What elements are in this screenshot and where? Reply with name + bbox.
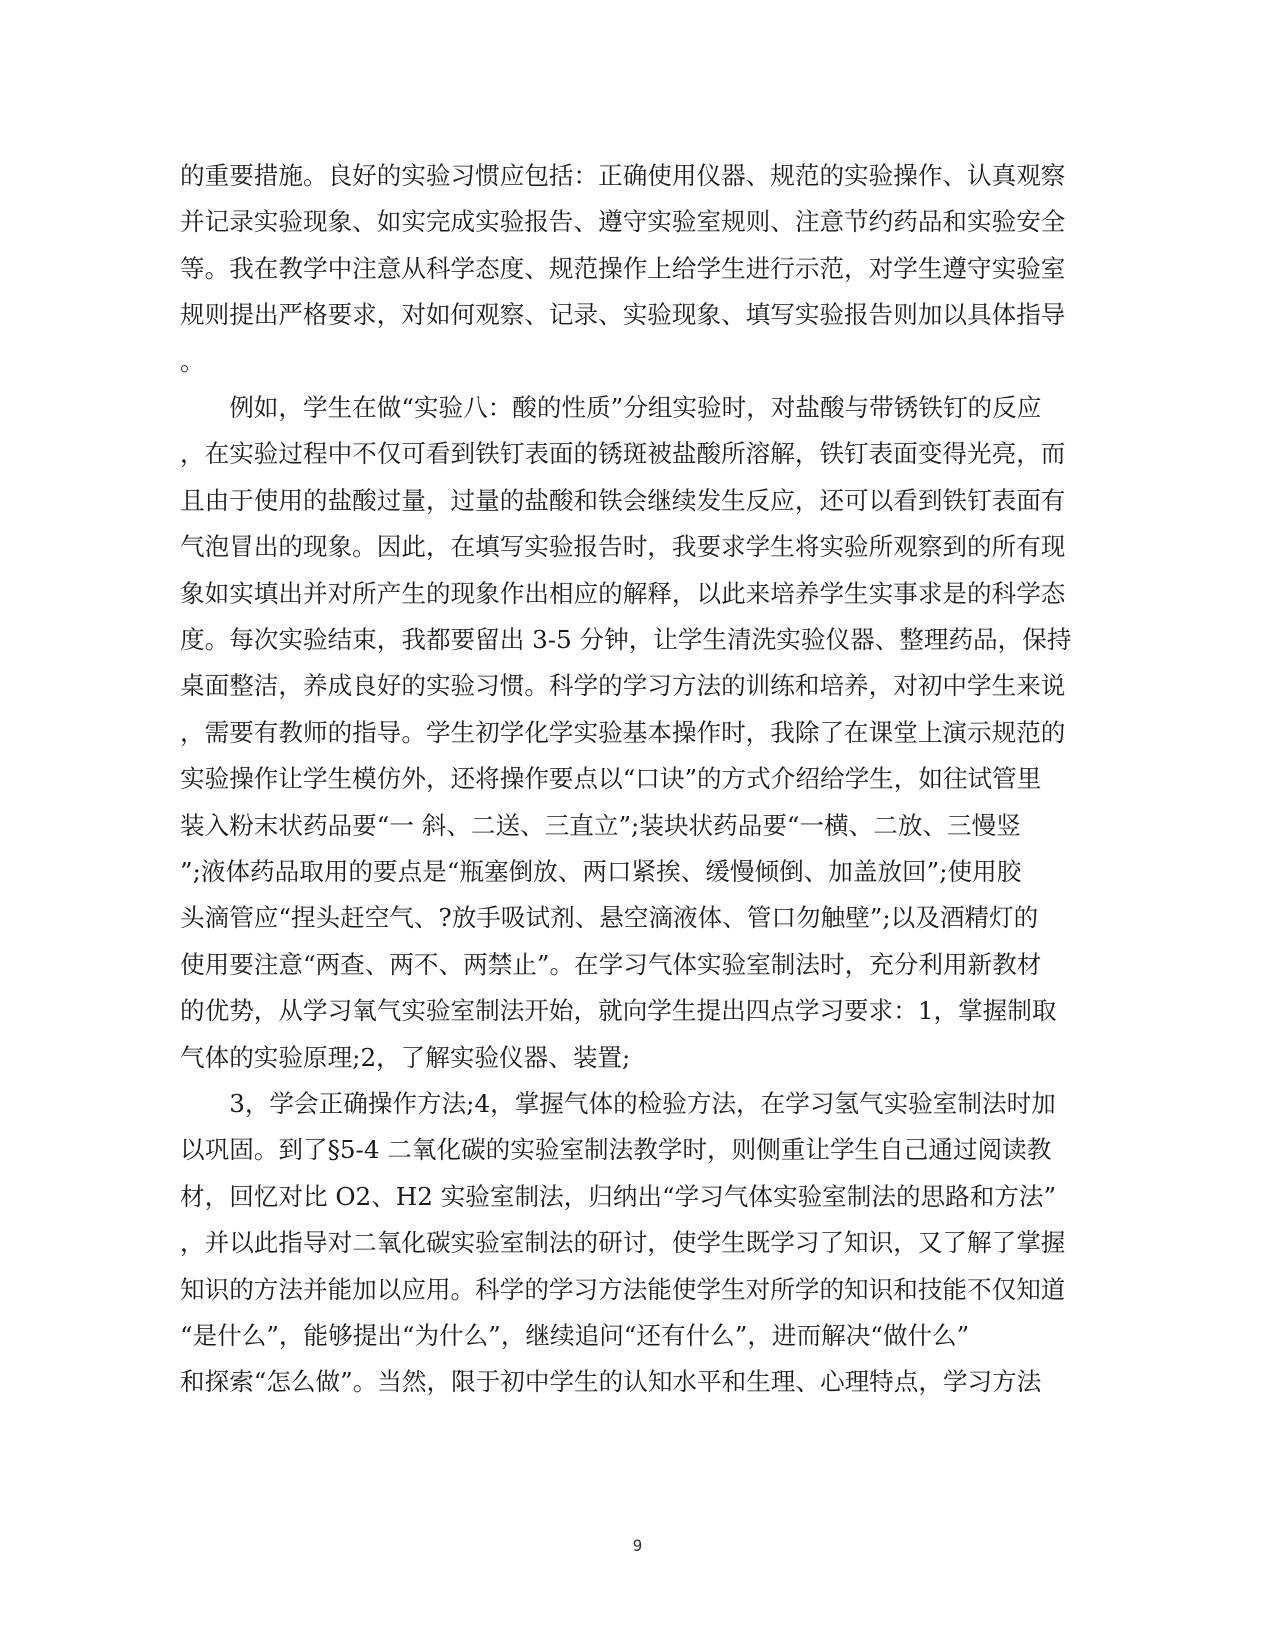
text-line: 。	[180, 346, 205, 376]
text-line: ，并以此指导对二氧化碳实验室制法的研讨，使学生既学习了知识，又了解了掌握	[180, 1228, 1066, 1258]
text-line: 使用要注意“两查、两不、两禁止”。在学习气体实验室制法时，充分利用新教材	[180, 949, 1042, 979]
text-line: “是什么”，能够提出“为什么”，继续追问“还有什么”，进而解决“做什么”	[180, 1321, 970, 1350]
text-line: 且由于使用的盐酸过量，过量的盐酸和铁会继续发生反应，还可以看到铁钉表面有	[180, 485, 1066, 515]
text-line: 例如，学生在做“实验八：酸的性质”分组实验时，对盐酸与带锈铁钉的反应	[180, 393, 1042, 422]
text-line: 等。我在教学中注意从科学态度、规范操作上给学生进行示范，对学生遵守实验室	[180, 253, 1066, 283]
text-line: 实验操作让学生模仿外，还将操作要点以“口诀”的方式介绍给学生，如往试管里	[180, 764, 1042, 794]
text-line: 规则提出严格要求，对如何观察、记录、实验现象、填写实验报告则加以具体指导	[180, 300, 1066, 330]
text-line: ，需要有教师的指导。学生初学化学实验基本操作时，我除了在课堂上演示规范的	[180, 717, 1066, 747]
text-line: 并记录实验现象、如实完成实验报告、遵守实验室规则、注意节约药品和实验安全	[180, 207, 1066, 237]
text-line: 象如实填出并对所产生的现象作出相应的解释，以此来培养学生实事求是的科学态	[180, 578, 1066, 608]
text-line: 的重要措施。良好的实验习惯应包括：正确使用仪器、规范的实验操作、认真观察	[180, 161, 1066, 190]
text-line: 度。每次实验结束，我都要留出 3-5 分钟，让学生清洗实验仪器、整理药品，保持	[180, 625, 1072, 654]
text-line: ，在实验过程中不仅可看到铁钉表面的锈斑被盐酸所溶解，铁钉表面变得光亮，而	[180, 439, 1066, 469]
text-line: 气体的实验原理;2，了解实验仪器、装置;	[180, 1042, 631, 1072]
text-line: 3，学会正确操作方法;4，掌握气体的检验方法，在学习氢气实验室制法时加	[180, 1089, 1056, 1118]
text-line: 材，回忆对比 O2、H2 实验室制法，归纳出“学习气体实验室制法的思路和方法”	[180, 1181, 1057, 1211]
text-line: 和探索“怎么做”。当然，限于初中学生的认知水平和生理、心理特点，学习方法	[180, 1367, 1042, 1397]
text-line: 头滴管应“捏头赶空气、?放手吸试剂、悬空滴液体、管口勿触壁”;以及酒精灯的	[180, 903, 1039, 933]
text-line: ”;液体药品取用的要点是“瓶塞倒放、两口紧挨、缓慢倾倒、加盖放回”;使用胶	[180, 857, 1022, 886]
text-line: 的优势，从学习氧气实验室制法开始，就向学生提出四点学习要求：1，掌握制取	[180, 996, 1057, 1026]
page-number: 9	[632, 1536, 643, 1555]
text-line: 装入粉末状药品要“一 斜、二送、三直立”;装块状药品要“一横、二放、三慢竖	[180, 810, 1021, 840]
text-line: 桌面整洁，养成良好的实验习惯。科学的学习方法的训练和培养，对初中学生来说	[180, 671, 1066, 701]
text-line: 气泡冒出的现象。因此，在填写实验报告时，我要求学生将实验所观察到的所有现	[180, 532, 1066, 562]
text-line: 以巩固。到了§5-4 二氧化碳的实验室制法教学时，则侧重让学生自己通过阅读教	[180, 1135, 1052, 1165]
text-line: 知识的方法并能加以应用。科学的学习方法能使学生对所学的知识和技能不仅知道	[180, 1274, 1066, 1304]
